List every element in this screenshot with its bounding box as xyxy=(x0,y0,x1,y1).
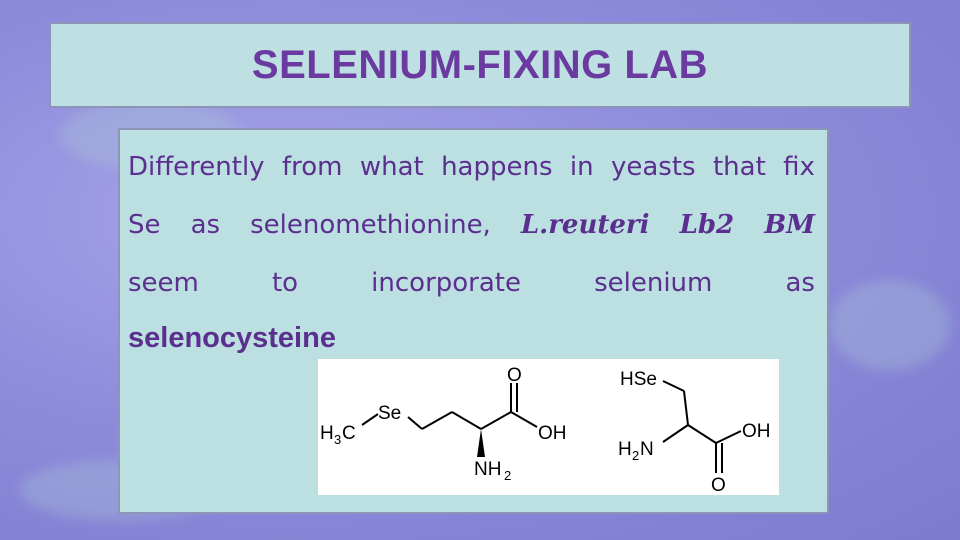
organism-name: L.reuteri xyxy=(520,210,650,240)
word: what xyxy=(359,152,424,182)
bond xyxy=(688,425,716,443)
bond xyxy=(663,381,684,391)
bond xyxy=(716,431,741,443)
word: in xyxy=(569,152,594,182)
selenocysteine-labels xyxy=(618,369,771,495)
bond xyxy=(362,414,378,425)
word: yeasts xyxy=(610,152,696,182)
word: Se xyxy=(128,210,161,240)
word: fix xyxy=(783,152,815,182)
word: seem xyxy=(128,268,199,298)
bond xyxy=(511,412,537,427)
structures-svg xyxy=(318,359,779,495)
body-line-4: selenocysteine xyxy=(128,322,336,354)
hse-group: HSe xyxy=(620,369,657,390)
wedge-bond xyxy=(477,429,485,457)
selenocysteine-structure xyxy=(663,381,741,473)
chemical-structures-image xyxy=(318,359,779,495)
strain-suffix: BM xyxy=(764,210,815,240)
body-line-3 xyxy=(128,268,815,298)
bond xyxy=(422,412,452,429)
title-box xyxy=(49,22,911,108)
methyl-c: C xyxy=(342,423,356,444)
word: selenium xyxy=(594,268,713,298)
strain-name: Lb2 xyxy=(679,210,735,240)
word: happens xyxy=(441,152,553,182)
word: as xyxy=(190,210,221,240)
selenomethionine-labels xyxy=(320,365,567,483)
bond xyxy=(684,391,688,425)
carbonyl-o: O xyxy=(507,365,522,386)
amine-subscript: 2 xyxy=(632,448,640,463)
word: as xyxy=(785,268,815,298)
bond xyxy=(408,417,422,429)
word: incorporate xyxy=(371,268,521,298)
carbonyl-o: O xyxy=(711,475,726,495)
amine-subscript: 2 xyxy=(504,468,512,483)
se-atom: Se xyxy=(378,403,402,424)
bond xyxy=(481,412,511,429)
word: Differently xyxy=(128,152,265,182)
word: from xyxy=(281,152,343,182)
slide-title: SELENIUM-FIXING LAB xyxy=(251,42,709,87)
body-line-1 xyxy=(128,152,815,182)
body-line-2 xyxy=(128,210,815,240)
background-blob xyxy=(830,280,950,370)
amine-h: H xyxy=(618,439,632,460)
word: to xyxy=(271,268,299,298)
methyl-subscript: 3 xyxy=(334,432,342,447)
methyl-h: H xyxy=(320,423,334,444)
amine-nh: NH xyxy=(474,459,502,480)
amine-n: N xyxy=(640,439,654,460)
bond xyxy=(452,412,481,429)
hydroxyl-oh: OH xyxy=(742,421,771,442)
hydroxyl-oh: OH xyxy=(538,423,567,444)
word: that xyxy=(712,152,766,182)
bond xyxy=(663,425,688,442)
word: selenomethionine, xyxy=(250,210,491,240)
